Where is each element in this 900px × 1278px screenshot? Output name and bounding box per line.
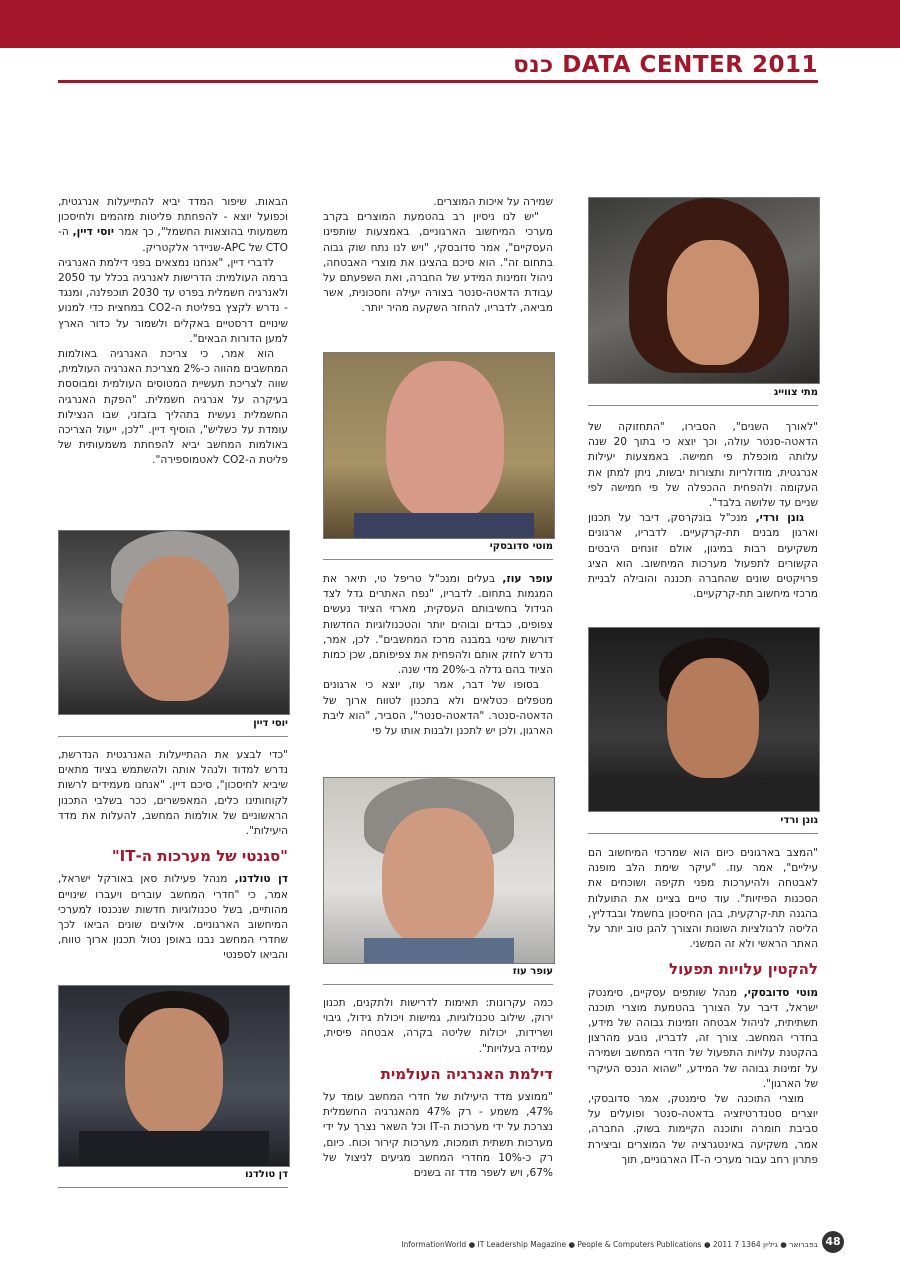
paragraph: "המצב בארגונים כיום הוא שמרכזי המיחשוב הם עיליים", אמר עוז. "עיקר שימת הלב מופנה לאבטחה ולהיערכות מפני תקיפה ושוכחים את הסכנות הפיזיות". עוד טיים בציינו את התועלות בהגנה תת-קרקעית, בהן החיסכון בחשמל ובבדליץ, הליסה לרגולציות השונות והצורך להגן טוב יותר על האתר הראשי ולא זה המשני. bbox=[588, 847, 818, 951]
person-name: מוטי סדובסקי, bbox=[743, 986, 818, 999]
paragraph: גונן ורדי, מנכ"ל בונקרסק, דיבר על תכנון וארגון מבנים תת-קרקעיים. לדבריו, ארגונים משקיעים רבות במיגון, אולם זונחים היבטים הקשורים לתפעול מערכות המיחשוב. הוא הציג פרויקטים שונים שהחברה תכננה והובילה לבניית מרכזי מיחשוב תת-קרקעיים. bbox=[588, 512, 818, 601]
caption-moti: מוטי סדובסקי bbox=[489, 541, 553, 552]
header-rule bbox=[58, 80, 818, 83]
photo-ofer bbox=[323, 777, 555, 964]
column-left-top bbox=[58, 195, 288, 469]
paragraph: מוטי סדובסקי, מנהל שותפים עסקיים, סימנטק ישראל, דיבר על הצורך בהטמעת מוצרי תוכנה תשתיתית, לניהול אבטחה וזמינות גבוהה של מידע, בחדרי המחשב. צורך זה, לדבריו, נובע מהרצון בהקטנת עלויות התפעול של חדרי המחשב ושמירה על זמינות גבוהה של המידע, "שהוא הנכס העיקרי של הארגון". bbox=[588, 986, 818, 1090]
caption-mati: מתי צווייג bbox=[773, 387, 818, 398]
paragraph: "ממוצע מדד היעילות של חדרי המחשב עומד על 47%, משמע - רק 47% מהאנרגיה החשמלית נצרכת על ידי מערכות ה-IT וכל השאר נצרך על ידי מערכות תשתית תומכות, מערכות קירור וכוח. כיום, רק כ-10% מחדרי המחשב מגיעים לניצול של 67%, ויש לשפר מדד זה בשנים bbox=[323, 1091, 553, 1180]
paragraph: עופר עוז, בעלים ומנכ"ל טריפל טי, תיאר את המגמות בתחום. לדבריו, "נפח האתרים גדל לצד הגידול בחשיבותם העסקית, מארזי הציוד נעשים צפופים, כבדים ובוהים יותר והטכנולוגיות החדשות דורשות שינוי במבנה מרכז המחשבים". לכן, אמר, נדרש לחזק אותם ולהפחית את צפיפותם, שכן כמות הציוד בהם גדלה ב-20% מדי שנה. bbox=[323, 573, 553, 677]
caption-rule bbox=[588, 405, 818, 406]
paragraph: "יש לנו ניסיון רב בהטמעת המוצרים בקרב מערכי המיחשוב הארגוניים, באמצעות שותפינו העסקיים", אמר סדובסקי, "ויש לנו נתח שוק גבוה בתחום זה". הוא סיכם בהציגו את מוצרי האבטחה, ניהול וזמינות המידע של החברה, ואת השפעתם על עבודת הדאטה-סנטר בצורה יעילה וחסכונית, אשר מביאה, לדבריו, להחזר השקעה מהיר יותר. bbox=[323, 211, 553, 315]
photo-dan bbox=[58, 985, 290, 1167]
section-title: DATA CENTER 2011 כנס bbox=[513, 52, 818, 78]
page-number: 48 bbox=[822, 1231, 844, 1253]
paragraph: שמירה על איכות המוצרים. bbox=[433, 196, 553, 208]
column-right-top bbox=[588, 420, 818, 602]
photo-gonen bbox=[588, 627, 820, 812]
person-name: דן טולדנו, bbox=[234, 873, 288, 886]
subhead-energy-dilemma: דילמת האנרגיה העולמית bbox=[380, 1064, 553, 1083]
column-middle-top bbox=[323, 195, 553, 317]
paragraph: לדברי דיין, "אנחנו נמצאים בפני דילמת האנרגיה ברמה העולמית: הדרישות לאנרגיה בכלל עד 2050 ולאנרגיה חשמלית בפרט עד 2030 תוכפלנה, ומנגד - נדרש לקצץ בפליטת ה-CO2 במחצית כדי למנוע שינויים דרסטיים באקלים ולשמור על כדור הארץ למען הדורות הבאים". bbox=[58, 256, 288, 345]
person-name: עופר עוז, bbox=[502, 573, 553, 585]
caption-rule bbox=[58, 736, 288, 737]
caption-gonen: גונן ורדי bbox=[780, 815, 818, 826]
footer-text: InformationWorld ● IT Leadership Magazine ● People & Computers Publications ● 2011 7 בפברואר ● גיליון 1364 bbox=[401, 1240, 818, 1249]
paragraph: "כדי לבצע את ההתייעלות האנרגטית הנדרשת, נדרש למדוד ולנהל אותה ולהשתמש בציוד מתאים שיביא לחיסכון", סיכם דיין. "אנחנו מעמידים לרשות לקוחותינו כלים, המאפשרים, ככר בשלבי התכנון הראשוניים של אולמות המחשב, להעלות את מדד היעילות". bbox=[58, 749, 288, 838]
paragraph: מוצרי התוכנה של סימנטק, אמר סדובסקי, יוצרים סטנדרטיזציה בדאטה-סנטר ופועלים על סביבת חומרה ותוכנה הקיימות בשוק. החברה, אמר, משקיעה באינטגרציה של המוצרים וביצירת פתרון רחב עבור מערכי ה-IT הארגוניים, תוך bbox=[588, 1093, 818, 1166]
column-middle-bottom bbox=[323, 996, 553, 1181]
caption-rule bbox=[323, 559, 553, 560]
person-name: יוסי דיין, bbox=[72, 226, 119, 239]
paragraph: דן טולדנו, מנהל פעילות סאן באורקל ישראל, אמר, כי "חדרי המחשב עוברים ויעברו שינויים מהותיים, בשל טכנולוגיות חדשות שנכנסו למערכי המיחשוב הארגוניים. אילוצים שונים הביאו לכך שחדרי המחשב נבנו באופן נטול תכנון ארוך טווח, והביאו לספנטי bbox=[58, 873, 288, 962]
subhead-it-systems: "סגנטי של מערכות ה-IT" bbox=[111, 847, 288, 866]
paragraph: כמה עקרונות: תאימות לדרישות ולתקנים, תכנון ירוק, שילוב טכנולוגיות, גמישות ויכולת גידול, גיבוי ושרידות, יכולות שליטה בקרה, אבטחה פיסית, עמידה בעלויות". bbox=[323, 997, 553, 1055]
photo-mati bbox=[588, 197, 820, 384]
photo-moti bbox=[323, 352, 555, 539]
paragraph: הוא אמר, כי צריכת האנרגיה באולמות המחשבים מהווה כ-2% מצריכת האנרגיה העולמית, שווה לצריכת תעשיית המטוסים העולמית ומבוססת בעיקרה על אנרגיה חשמלית. "הפקת האנרגיה החשמלית נעשית בתהליך בזבזני, שבו הנצילות עומדת על כשליש", הוסיף דיין. "לכן, ייעול הצריכה באולמות המחשב יביא להפחתת משמעותית של פליטת ה-CO2 לאטמוספירה". bbox=[58, 348, 288, 467]
column-middle-mid bbox=[323, 572, 553, 739]
person-name: גונן ורדי, bbox=[755, 512, 805, 525]
caption-dan: דן טולדנו bbox=[245, 1169, 288, 1180]
caption-rule bbox=[323, 984, 553, 985]
caption-ofer: עופר עוז bbox=[512, 966, 553, 977]
caption-yossi: יוסי דיין bbox=[253, 718, 288, 729]
caption-rule bbox=[588, 833, 818, 834]
column-left-bottom bbox=[58, 748, 288, 964]
paragraph: "לאורך השנים", הסבירו, "התחזוקה של הדאטה-סנטר עולה, וכך יוצא כי בתוך 20 שנה עלותה מוכפלת פי חמישה. באמצעות יעילות אנרגטית, מודולריות ותצורות יבשות, ניתן למתן את העקומה ולהפחית ההכפלה של פי חמישה לפי שניים עד שלושה בלבד". bbox=[588, 421, 818, 510]
top-color-bar bbox=[0, 0, 900, 48]
column-right-bottom bbox=[588, 846, 818, 1168]
photo-yossi bbox=[58, 530, 290, 715]
paragraph: בסופו של דבר, אמר עוז, יוצא כי ארגונים מטפלים כטלאים ולא בתכנון לטווח ארוך של הדאטה-סנטר. "הדאטה-סנטר", הסביר, "הוא ליבת הארגון, ולכן יש לתכנן ולבנות אותו על פי bbox=[323, 679, 553, 738]
paragraph: הבאות. שיפור המדד יביא להתייעלות אנרגטית, וכפועל יוצא - להפחתת פליטות מזהמים ולחיסכון משמעותי בהוצאות החשמל", כך אמר יוסי דיין, ה-CTO של APC-שניידר אלקטריק. bbox=[58, 196, 288, 254]
subhead-reduce-costs: להקטין עלויות תפעול bbox=[669, 960, 818, 979]
caption-rule bbox=[58, 1187, 288, 1188]
